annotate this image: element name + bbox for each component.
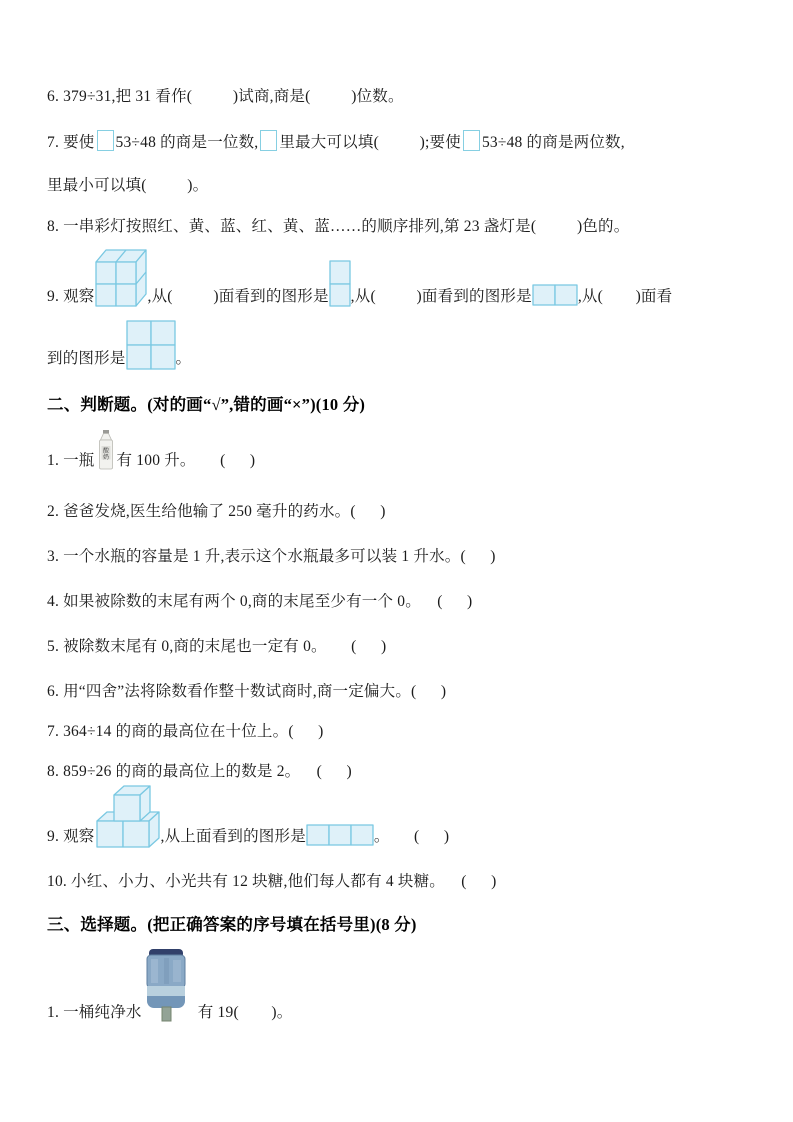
vertical-two-square-figure (329, 260, 351, 308)
square-2x2-figure (126, 320, 176, 370)
question-2-8-text: 8. 859÷26 的商的最高位上的数是 2。 ( ) (47, 763, 352, 780)
section-3-header (47, 913, 755, 937)
question-2-7 (47, 721, 755, 743)
question-2-6 (47, 681, 755, 703)
question-1-7-line2 (47, 175, 755, 197)
question-2-3 (47, 546, 755, 568)
question-1-7-text-b: 53÷48 的商是一位数, (115, 134, 259, 151)
question-2-1-text-b: 有 100 升。 ( ) (116, 452, 256, 469)
question-1-6-text: 6. 379÷31,把 31 看作( )试商,商是( )位数。 (47, 88, 404, 105)
bottle-label-char1: 酸 (102, 448, 109, 455)
question-2-8 (47, 761, 755, 783)
yogurt-bottle-icon (95, 430, 117, 470)
question-2-9-text-c: 。 ( ) (373, 828, 450, 845)
question-2-1 (47, 430, 755, 472)
fill-box-icon (260, 130, 277, 151)
bottle-label-char2: 奶 (102, 454, 109, 461)
question-1-8 (47, 216, 755, 238)
question-2-1-text-a: 1. 一瓶 (47, 452, 95, 469)
fill-box-icon (97, 130, 114, 151)
question-2-7-text: 7. 364÷14 的商的最高位在十位上。( ) (47, 723, 324, 740)
question-1-7-text-d: 53÷48 的商是两位数, (481, 134, 625, 151)
question-3-1 (47, 950, 755, 1024)
question-1-7-text-c: 里最大可以填( );要使 (279, 134, 461, 151)
question-2-3-text: 3. 一个水瓶的容量是 1 升,表示这个水瓶最多可以装 1 升水。( ) (47, 548, 496, 565)
question-2-10 (47, 871, 755, 893)
question-1-9-line2 (47, 316, 755, 370)
horizontal-three-square-figure (306, 824, 374, 846)
question-1-9-text-a: 9. 观察 (47, 288, 95, 305)
question-2-4-text: 4. 如果被除数的末尾有两个 0,商的末尾至少有一个 0。 ( ) (47, 593, 473, 610)
question-2-9-text-b: ,从上面看到的图形是 (160, 828, 306, 845)
question-2-5-text: 5. 被除数末尾有 0,商的末尾也一定有 0。 ( ) (47, 638, 387, 655)
question-1-6 (47, 86, 755, 108)
three-cube-stack-figure (95, 784, 161, 848)
question-2-2-text: 2. 爸爸发烧,医生给他输了 250 毫升的药水。( ) (47, 503, 386, 520)
question-1-7-text-a: 7. 要使 (47, 134, 95, 151)
section-2-header (47, 393, 755, 417)
question-1-9-text-d: ,从( )面看 (577, 288, 673, 305)
section-2-title: 二、判断题。(对的画“√”,错的画“×”)(10 分) (47, 395, 366, 414)
question-3-1-text-b: 有 19( )。 (189, 1004, 293, 1021)
water-jug-icon (142, 948, 190, 1022)
question-1-7-line1 (47, 130, 755, 154)
fill-box-icon (463, 130, 480, 151)
question-2-9 (47, 792, 755, 848)
question-1-9-text-e: 到的图形是 (47, 350, 126, 367)
question-2-4 (47, 591, 755, 613)
question-1-9-line1 (47, 246, 755, 308)
question-2-9-text-a: 9. 观察 (47, 828, 95, 845)
cuboid-2x2-figure (95, 247, 148, 308)
question-1-9-text-f: 。 (175, 350, 192, 367)
question-1-8-text: 8. 一串彩灯按照红、黄、蓝、红、黄、蓝……的顺序排列,第 23 盏灯是( )色的。 (47, 218, 630, 235)
question-2-10-text: 10. 小红、小力、小光共有 12 块糖,他们每人都有 4 块糖。 ( ) (47, 873, 497, 890)
horizontal-two-square-figure (532, 284, 578, 306)
question-3-1-text-a: 1. 一桶纯净水 (47, 1004, 142, 1021)
question-2-2 (47, 501, 755, 523)
question-1-9-text-b: ,从( )面看到的图形是 (147, 288, 329, 305)
question-1-9-text-c: ,从( )面看到的图形是 (350, 288, 532, 305)
section-3-title: 三、选择题。(把正确答案的序号填在括号里)(8 分) (47, 915, 417, 934)
question-2-5 (47, 636, 755, 658)
question-1-7-text-e: 里最小可以填( )。 (47, 177, 209, 194)
question-2-6-text: 6. 用“四舍”法将除数看作整十数试商时,商一定偏大。( ) (47, 683, 447, 700)
